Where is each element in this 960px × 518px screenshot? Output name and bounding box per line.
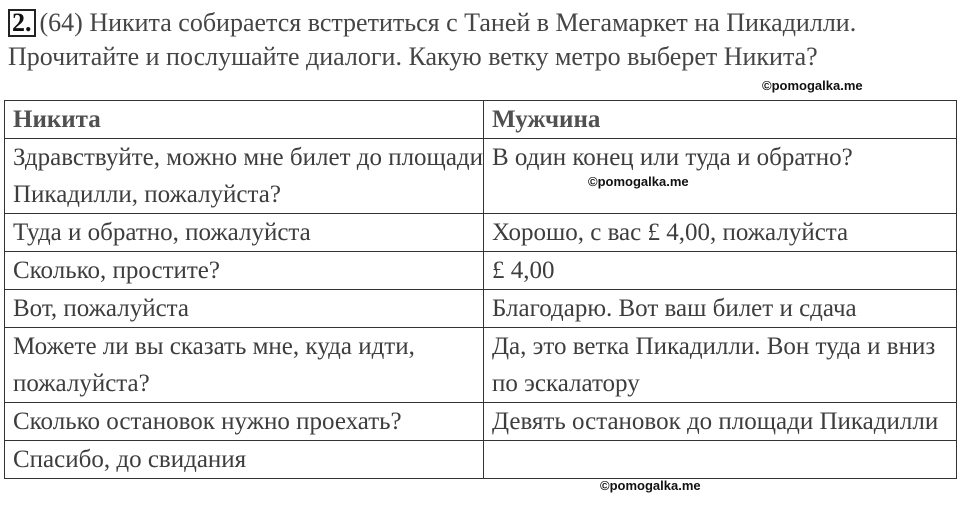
table-cell: Спасибо, до свидания <box>5 441 484 479</box>
table-cell: Сколько, простите? <box>5 252 484 290</box>
table-row <box>5 252 957 290</box>
task-text: (64) Никита собирается встретиться с Таней в Мегамаркет на Пикадилли. Прочитайте и послушайте диалоги. Какую ветку метро выберет Никита? <box>8 8 857 71</box>
table-cell: Благодарю. Вот ваш билет и сдача <box>484 290 957 328</box>
task-statement <box>8 6 953 74</box>
table-row <box>5 403 957 441</box>
table-row <box>5 290 957 328</box>
table-header-row <box>5 101 957 139</box>
table-cell: £ 4,00 <box>484 252 957 290</box>
watermark: ©pomogalka.me <box>588 174 689 189</box>
watermark: ©pomogalka.me <box>600 478 701 493</box>
dialogue-table <box>4 100 957 479</box>
table-cell: В один конец или туда и обратно? <box>484 139 957 214</box>
watermark: ©pomogalka.me <box>762 78 863 93</box>
table-cell <box>484 441 957 479</box>
table-cell: Вот, пожалуйста <box>5 290 484 328</box>
table-row <box>5 328 957 403</box>
task-number: 2. <box>8 9 36 37</box>
table-cell: Здравствуйте, можно мне билет до площади Пикадилли, пожалуйста? <box>5 139 484 214</box>
table-cell: Девять остановок до площади Пикадилли <box>484 403 957 441</box>
table-row <box>5 139 957 214</box>
table-cell: Можете ли вы сказать мне, куда идти, пожалуйста? <box>5 328 484 403</box>
column-header-nikita: Никита <box>5 101 484 139</box>
table-cell: Да, это ветка Пикадилли. Вон туда и вниз по эскалатору <box>484 328 957 403</box>
column-header-man: Мужчина <box>484 101 957 139</box>
table-cell: Туда и обратно, пожалуйста <box>5 214 484 252</box>
table-cell: Хорошо, с вас £ 4,00, пожалуйста <box>484 214 957 252</box>
table-row <box>5 441 957 479</box>
table-row <box>5 214 957 252</box>
table-cell: Сколько остановок нужно проехать? <box>5 403 484 441</box>
